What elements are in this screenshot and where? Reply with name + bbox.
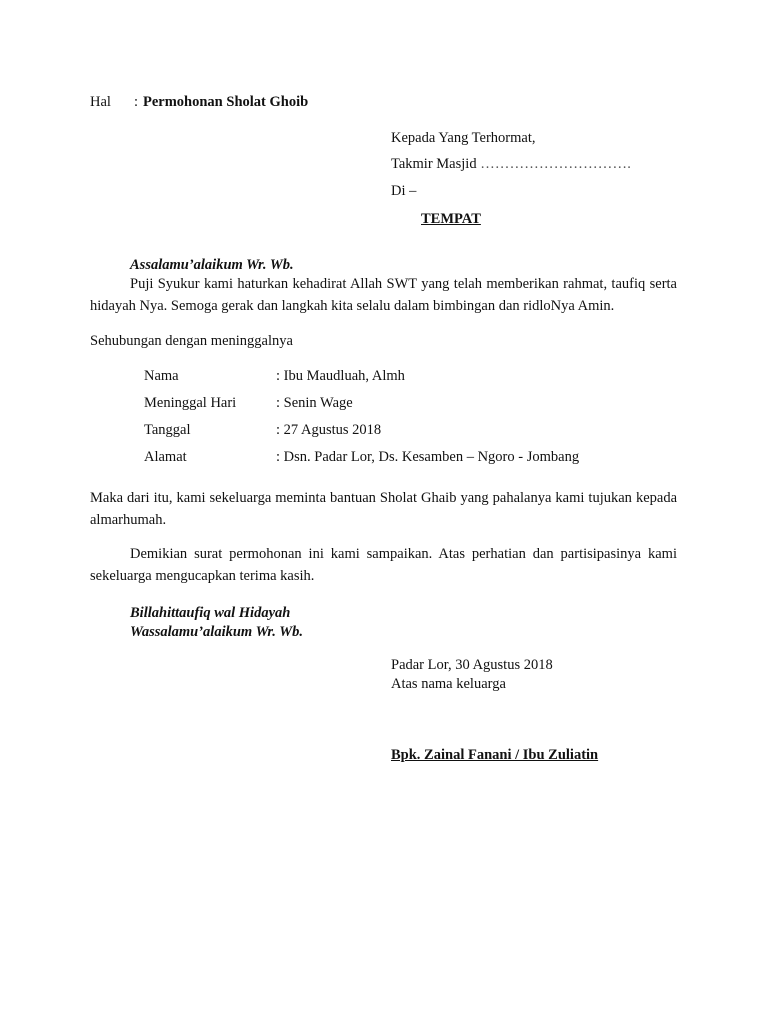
subject-value: Permohonan Sholat Ghoib: [143, 94, 309, 110]
subject-label: Hal: [90, 94, 111, 110]
recipient-salutation: Kepada Yang Terhormat,: [391, 130, 536, 146]
request-text: Maka dari itu, kami sekeluarga meminta bantuan Sholat Ghaib yang pahalanya kami tujukan kepada almarhumah.: [90, 490, 677, 528]
closing-paragraph: [90, 543, 677, 587]
recipient-mosque-prefix: Takmir Masjid: [391, 156, 477, 172]
signature-place-date: Padar Lor, 30 Agustus 2018: [391, 657, 553, 673]
detail-value: : 27 Agustus 2018: [276, 422, 382, 438]
detail-value: : Senin Wage: [276, 395, 353, 411]
farewell-line-2: Wassalamu’alaikum Wr. Wb.: [130, 624, 303, 640]
intro-line: Sehubungan dengan meninggalnya: [90, 333, 293, 349]
recipient-di: Di –: [391, 183, 417, 199]
detail-label: Alamat: [144, 449, 187, 465]
greeting: Assalamu’alaikum Wr. Wb.: [130, 257, 294, 273]
recipient-place: TEMPAT: [421, 211, 481, 227]
recipient-mosque-dots: ………………………….: [480, 156, 632, 172]
signature-on-behalf: Atas nama keluarga: [391, 676, 506, 692]
detail-label: Meninggal Hari: [144, 395, 237, 411]
request-paragraph: [90, 487, 677, 531]
opening-paragraph: [90, 273, 677, 317]
subject-colon: :: [134, 94, 139, 110]
detail-value: : Dsn. Padar Lor, Ds. Kesamben – Ngoro - Jombang: [276, 449, 580, 465]
signature-name: Bpk. Zainal Fanani / Ibu Zuliatin: [391, 747, 599, 763]
detail-label: Tanggal: [144, 422, 191, 438]
opening-text: Puji Syukur kami haturkan kehadirat Allah SWT yang telah memberikan rahmat, taufiq serta hidayah Nya. Semoga gerak dan langkah kita selalu dalam bimbingan dan ridloNya Amin.: [90, 276, 677, 314]
detail-value: : Ibu Maudluah, Almh: [276, 368, 405, 384]
closing-text: Demikian surat permohonan ini kami sampaikan. Atas perhatian dan partisipasinya kami sekeluarga mengucapkan terima kasih.: [90, 546, 677, 584]
recipient-mosque: [391, 157, 631, 172]
detail-label: Nama: [144, 368, 179, 384]
farewell-line-1: Billahittaufiq wal Hidayah: [130, 605, 291, 621]
